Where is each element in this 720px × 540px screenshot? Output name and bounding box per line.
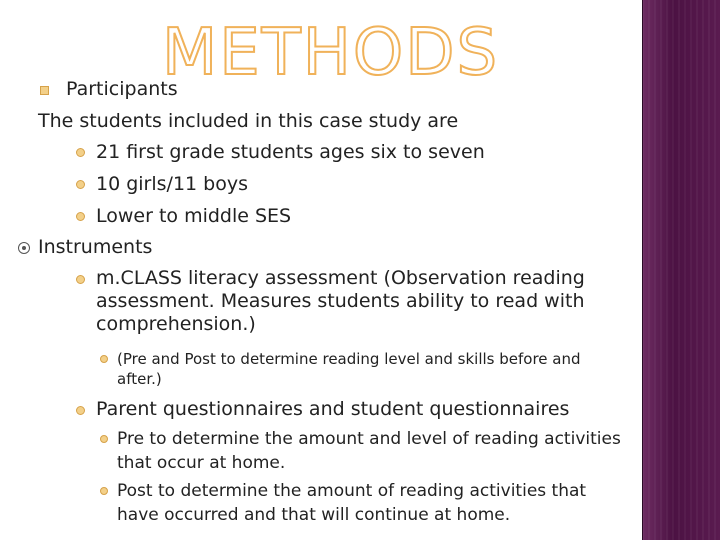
mclass-sub-item: (Pre and Post to determine reading level and skills before and after.) xyxy=(117,350,581,388)
instrument-questionnaires: Parent questionnaires and student questionnaires xyxy=(96,398,570,420)
questionnaire-sub-item-1: Pre to determine the amount and level of reading activities that occur at home. xyxy=(117,429,621,473)
dot-bullet-icon xyxy=(76,275,85,284)
dot-bullet-icon xyxy=(76,180,85,189)
participant-item-2: 10 girls/11 boys xyxy=(96,173,248,195)
dot-bullet-icon xyxy=(100,487,108,495)
dot-bullet-icon xyxy=(76,406,85,415)
dot-bullet-icon xyxy=(76,212,85,221)
participants-intro: The students included in this case study are xyxy=(38,110,459,132)
slide-title-text: METHODS xyxy=(162,16,500,90)
participant-item-1: 21 first grade students ages six to seven xyxy=(96,141,485,163)
slide-title xyxy=(160,12,500,90)
dot-bullet-icon xyxy=(100,355,108,363)
participant-item-3: Lower to middle SES xyxy=(96,205,292,227)
questionnaire-sub-item-2: Post to determine the amount of reading activities that have occurred and that will continue at home. xyxy=(117,481,587,525)
instruments-heading: Instruments xyxy=(38,236,153,258)
square-bullet-icon xyxy=(40,86,49,95)
dot-bullet-icon xyxy=(100,435,108,443)
decorative-sidebar xyxy=(642,0,720,540)
participants-heading: Participants xyxy=(66,78,178,100)
instrument-mclass: m.CLASS literacy assessment (Observation reading assessment. Measures students ability to read with comprehension.) xyxy=(96,267,585,335)
radio-bullet-icon xyxy=(18,242,30,254)
dot-bullet-icon xyxy=(76,148,85,157)
